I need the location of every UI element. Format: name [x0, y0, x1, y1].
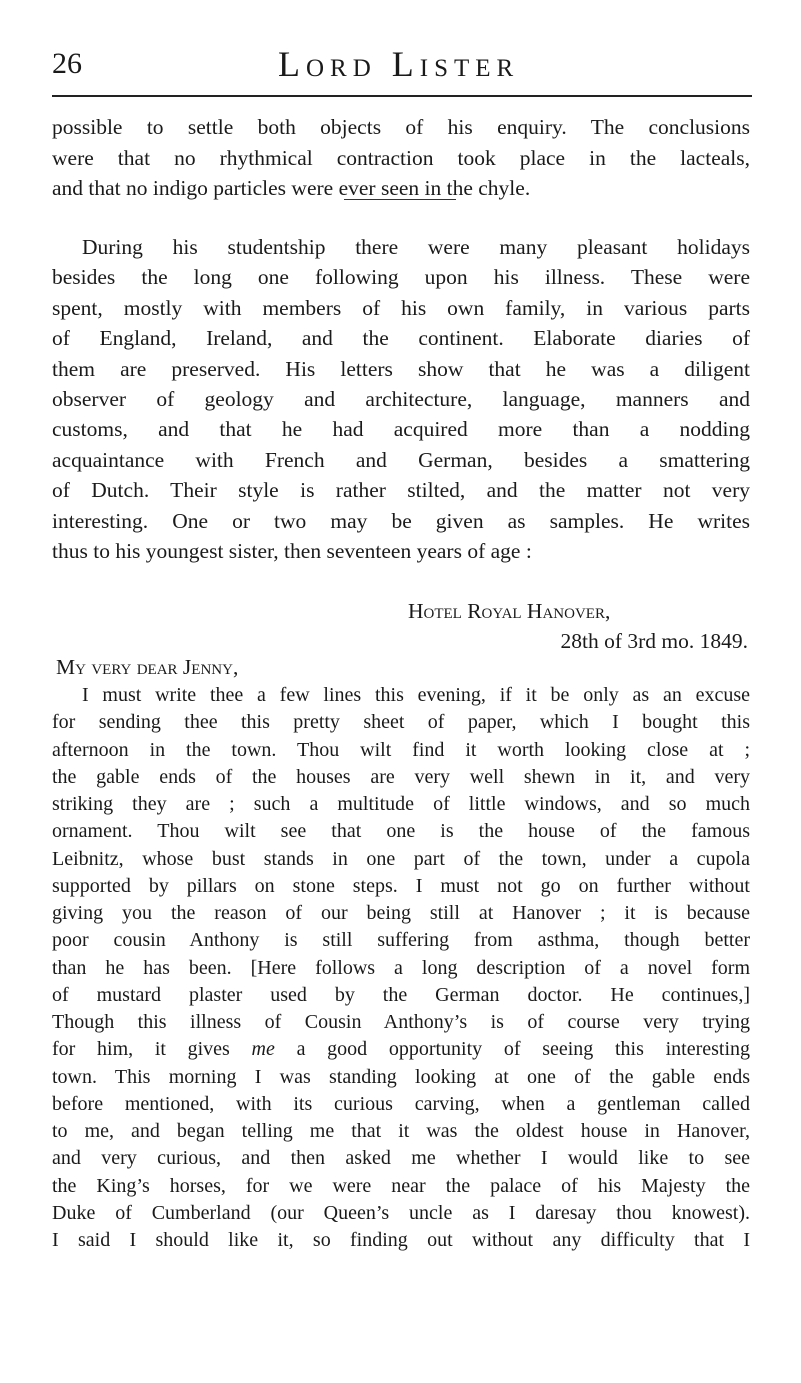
- text-line: customs, and that he had acquired more than a nodding: [52, 417, 750, 442]
- text-line: them are preserved. His letters show that he was a diligent: [52, 356, 750, 381]
- text-line: the King’s horses, for we were near the palace of his Majesty the: [52, 1174, 750, 1197]
- text-line: supported by pillars on stone steps. I must not go on further without: [52, 874, 750, 897]
- text-line: and very curious, and then asked me whether I would like to see: [52, 1147, 750, 1170]
- page-header: [52, 44, 752, 84]
- text-line: interesting. One or two may be given as samples. He writes: [52, 508, 750, 533]
- text-line: observer of geology and architecture, language, manners and: [52, 387, 750, 412]
- text-line: than he has been. [Here follows a long description of a novel form: [52, 956, 750, 979]
- text-line: Leibnitz, whose bust stands in one part of the town, under a cupola: [52, 847, 750, 870]
- text-line-with-emphasis: [52, 1036, 750, 1063]
- text-line: Duke of Cumberland (our Queen’s uncle as I daresay thou knowest).: [52, 1201, 750, 1224]
- letter-salutation: My very dear Jenny,: [56, 655, 239, 679]
- text-line: thus to his youngest sister, then seventeen years of age :: [52, 539, 532, 564]
- page-number: 26: [52, 47, 82, 80]
- text-line: poor cousin Anthony is still suffering from asthma, though better: [52, 929, 750, 952]
- text-segment: for him, it gives: [52, 1038, 252, 1061]
- text-segment: a good opportunity of seeing this interesting: [274, 1038, 751, 1061]
- paragraph-1: [52, 112, 750, 204]
- text-line: the gable ends of the houses are very well shewn in it, and very: [52, 765, 750, 788]
- text-line: of England, Ireland, and the continent. Elaborate diaries of: [52, 326, 750, 351]
- letter-body: [52, 682, 750, 1254]
- running-title: Lord Lister: [278, 44, 520, 84]
- section-divider: [344, 199, 456, 200]
- text-line: and that no indigo particles were ever seen in the chyle.: [52, 176, 531, 200]
- text-line: before mentioned, with its curious carving, when a gentleman called: [52, 1092, 750, 1115]
- text-line: to me, and began telling me that it was the oldest house in Hanover,: [52, 1120, 750, 1142]
- text-line: afternoon in the town. Thou wilt find it worth looking close at ;: [52, 738, 750, 761]
- text-line: I said I should like it, so finding out without any difficulty that I: [52, 1229, 750, 1251]
- letter-date: 28th of 3rd mo. 1849.: [560, 629, 748, 653]
- header-rule: [52, 95, 752, 97]
- text-line: During his studentship there were many pleasant holidays: [82, 235, 750, 259]
- text-line: acquaintance with French and German, besides a smattering: [52, 447, 750, 472]
- text-line: were that no rhythmical contraction took place in the lacteals,: [52, 145, 750, 170]
- text-line: of mustard plaster used by the German doctor. He continues,]: [52, 983, 750, 1006]
- text-line: giving you the reason of our being still at Hanover ; it is because: [52, 902, 750, 924]
- text-line: ornament. Thou wilt see that one is the house of the famous: [52, 820, 750, 843]
- text-line: town. This morning I was standing looking at one of the gable ends: [52, 1065, 750, 1088]
- text-line: besides the long one following upon his illness. These were: [52, 265, 750, 290]
- text-line: Though this illness of Cousin Anthony’s is of course very trying: [52, 1011, 750, 1033]
- text-line: spent, mostly with members of his own family, in various parts: [52, 295, 750, 320]
- emphasized-word: me: [251, 1038, 275, 1061]
- letter-place: Hotel Royal Hanover,: [408, 599, 611, 623]
- text-line: possible to settle both objects of his enquiry. The conclusions: [52, 115, 750, 139]
- text-line: of Dutch. Their style is rather stilted, and the matter not very: [52, 478, 750, 503]
- text-line: for sending thee this pretty sheet of paper, which I bought this: [52, 711, 750, 734]
- text-line: striking they are ; such a multitude of little windows, and so much: [52, 793, 750, 815]
- paragraph-2: [52, 232, 750, 566]
- text-line: I must write thee a few lines this evening, if it be only as an excuse: [82, 684, 750, 706]
